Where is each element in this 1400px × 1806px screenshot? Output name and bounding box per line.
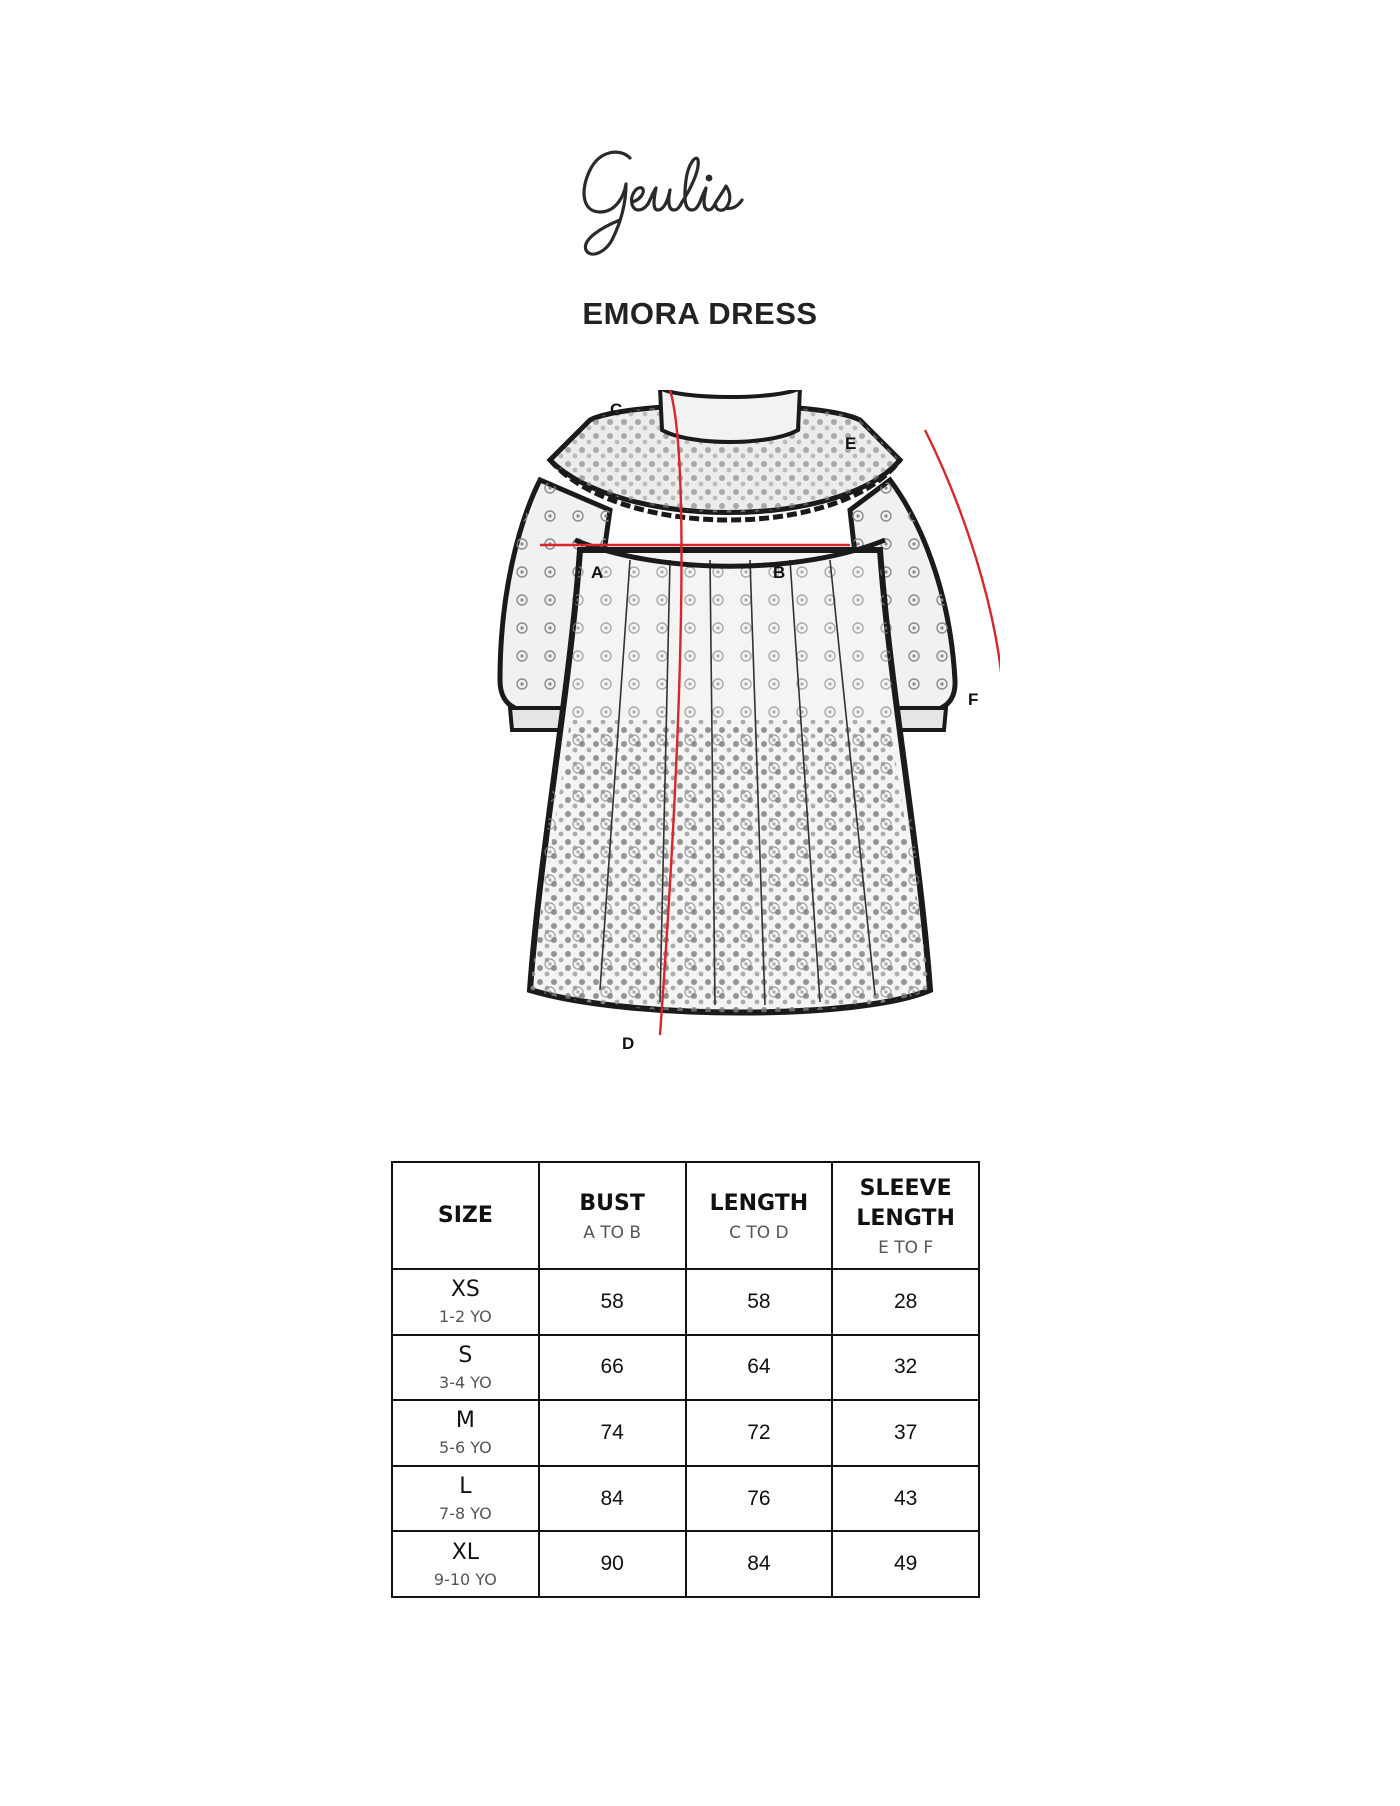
product-title: EMORA DRESS — [582, 296, 818, 331]
table-header-row — [392, 1162, 979, 1269]
size-chart-table — [391, 1161, 980, 1598]
bust-column-header: BUST A TO B — [539, 1162, 686, 1269]
table-row — [392, 1400, 979, 1466]
point-a-label: A — [591, 563, 604, 582]
length-cell: 84 — [686, 1531, 833, 1597]
sleeve-cell: 49 — [832, 1531, 979, 1597]
size-cell: XS 1-2 YO — [392, 1269, 539, 1335]
table-row — [392, 1335, 979, 1401]
length-cell: 76 — [686, 1466, 833, 1532]
collar — [660, 390, 800, 442]
sleeve-cell: 37 — [832, 1400, 979, 1466]
size-cell: M 5-6 YO — [392, 1400, 539, 1466]
size-column-header: SIZE — [392, 1162, 539, 1269]
brand-logo — [560, 140, 820, 270]
size-cell: XL 9-10 YO — [392, 1531, 539, 1597]
sleeve-cell: 28 — [832, 1269, 979, 1335]
length-cell: 72 — [686, 1400, 833, 1466]
point-d-label: D — [622, 1034, 635, 1053]
length-column-header: LENGTH C TO D — [686, 1162, 833, 1269]
sleeve-cell: 43 — [832, 1466, 979, 1532]
bust-cell: 66 — [539, 1335, 686, 1401]
sleeve-cell: 32 — [832, 1335, 979, 1401]
point-f-label: F — [968, 690, 979, 709]
table-row — [392, 1531, 979, 1597]
size-cell: L 7-8 YO — [392, 1466, 539, 1532]
point-c-label: C — [610, 400, 623, 419]
table-row — [392, 1466, 979, 1532]
left-cuff — [510, 708, 566, 730]
point-b-label: B — [773, 563, 786, 582]
length-cell: 58 — [686, 1269, 833, 1335]
bust-cell: 84 — [539, 1466, 686, 1532]
dress-sketch — [480, 390, 1000, 1050]
sleeve-length-column-header: SLEEVE LENGTH E TO F — [832, 1162, 979, 1269]
bust-cell: 58 — [539, 1269, 686, 1335]
size-cell: S 3-4 YO — [392, 1335, 539, 1401]
table-row — [392, 1269, 979, 1335]
point-e-label: E — [845, 434, 857, 453]
bust-cell: 74 — [539, 1400, 686, 1466]
length-cell: 64 — [686, 1335, 833, 1401]
bust-cell: 90 — [539, 1531, 686, 1597]
